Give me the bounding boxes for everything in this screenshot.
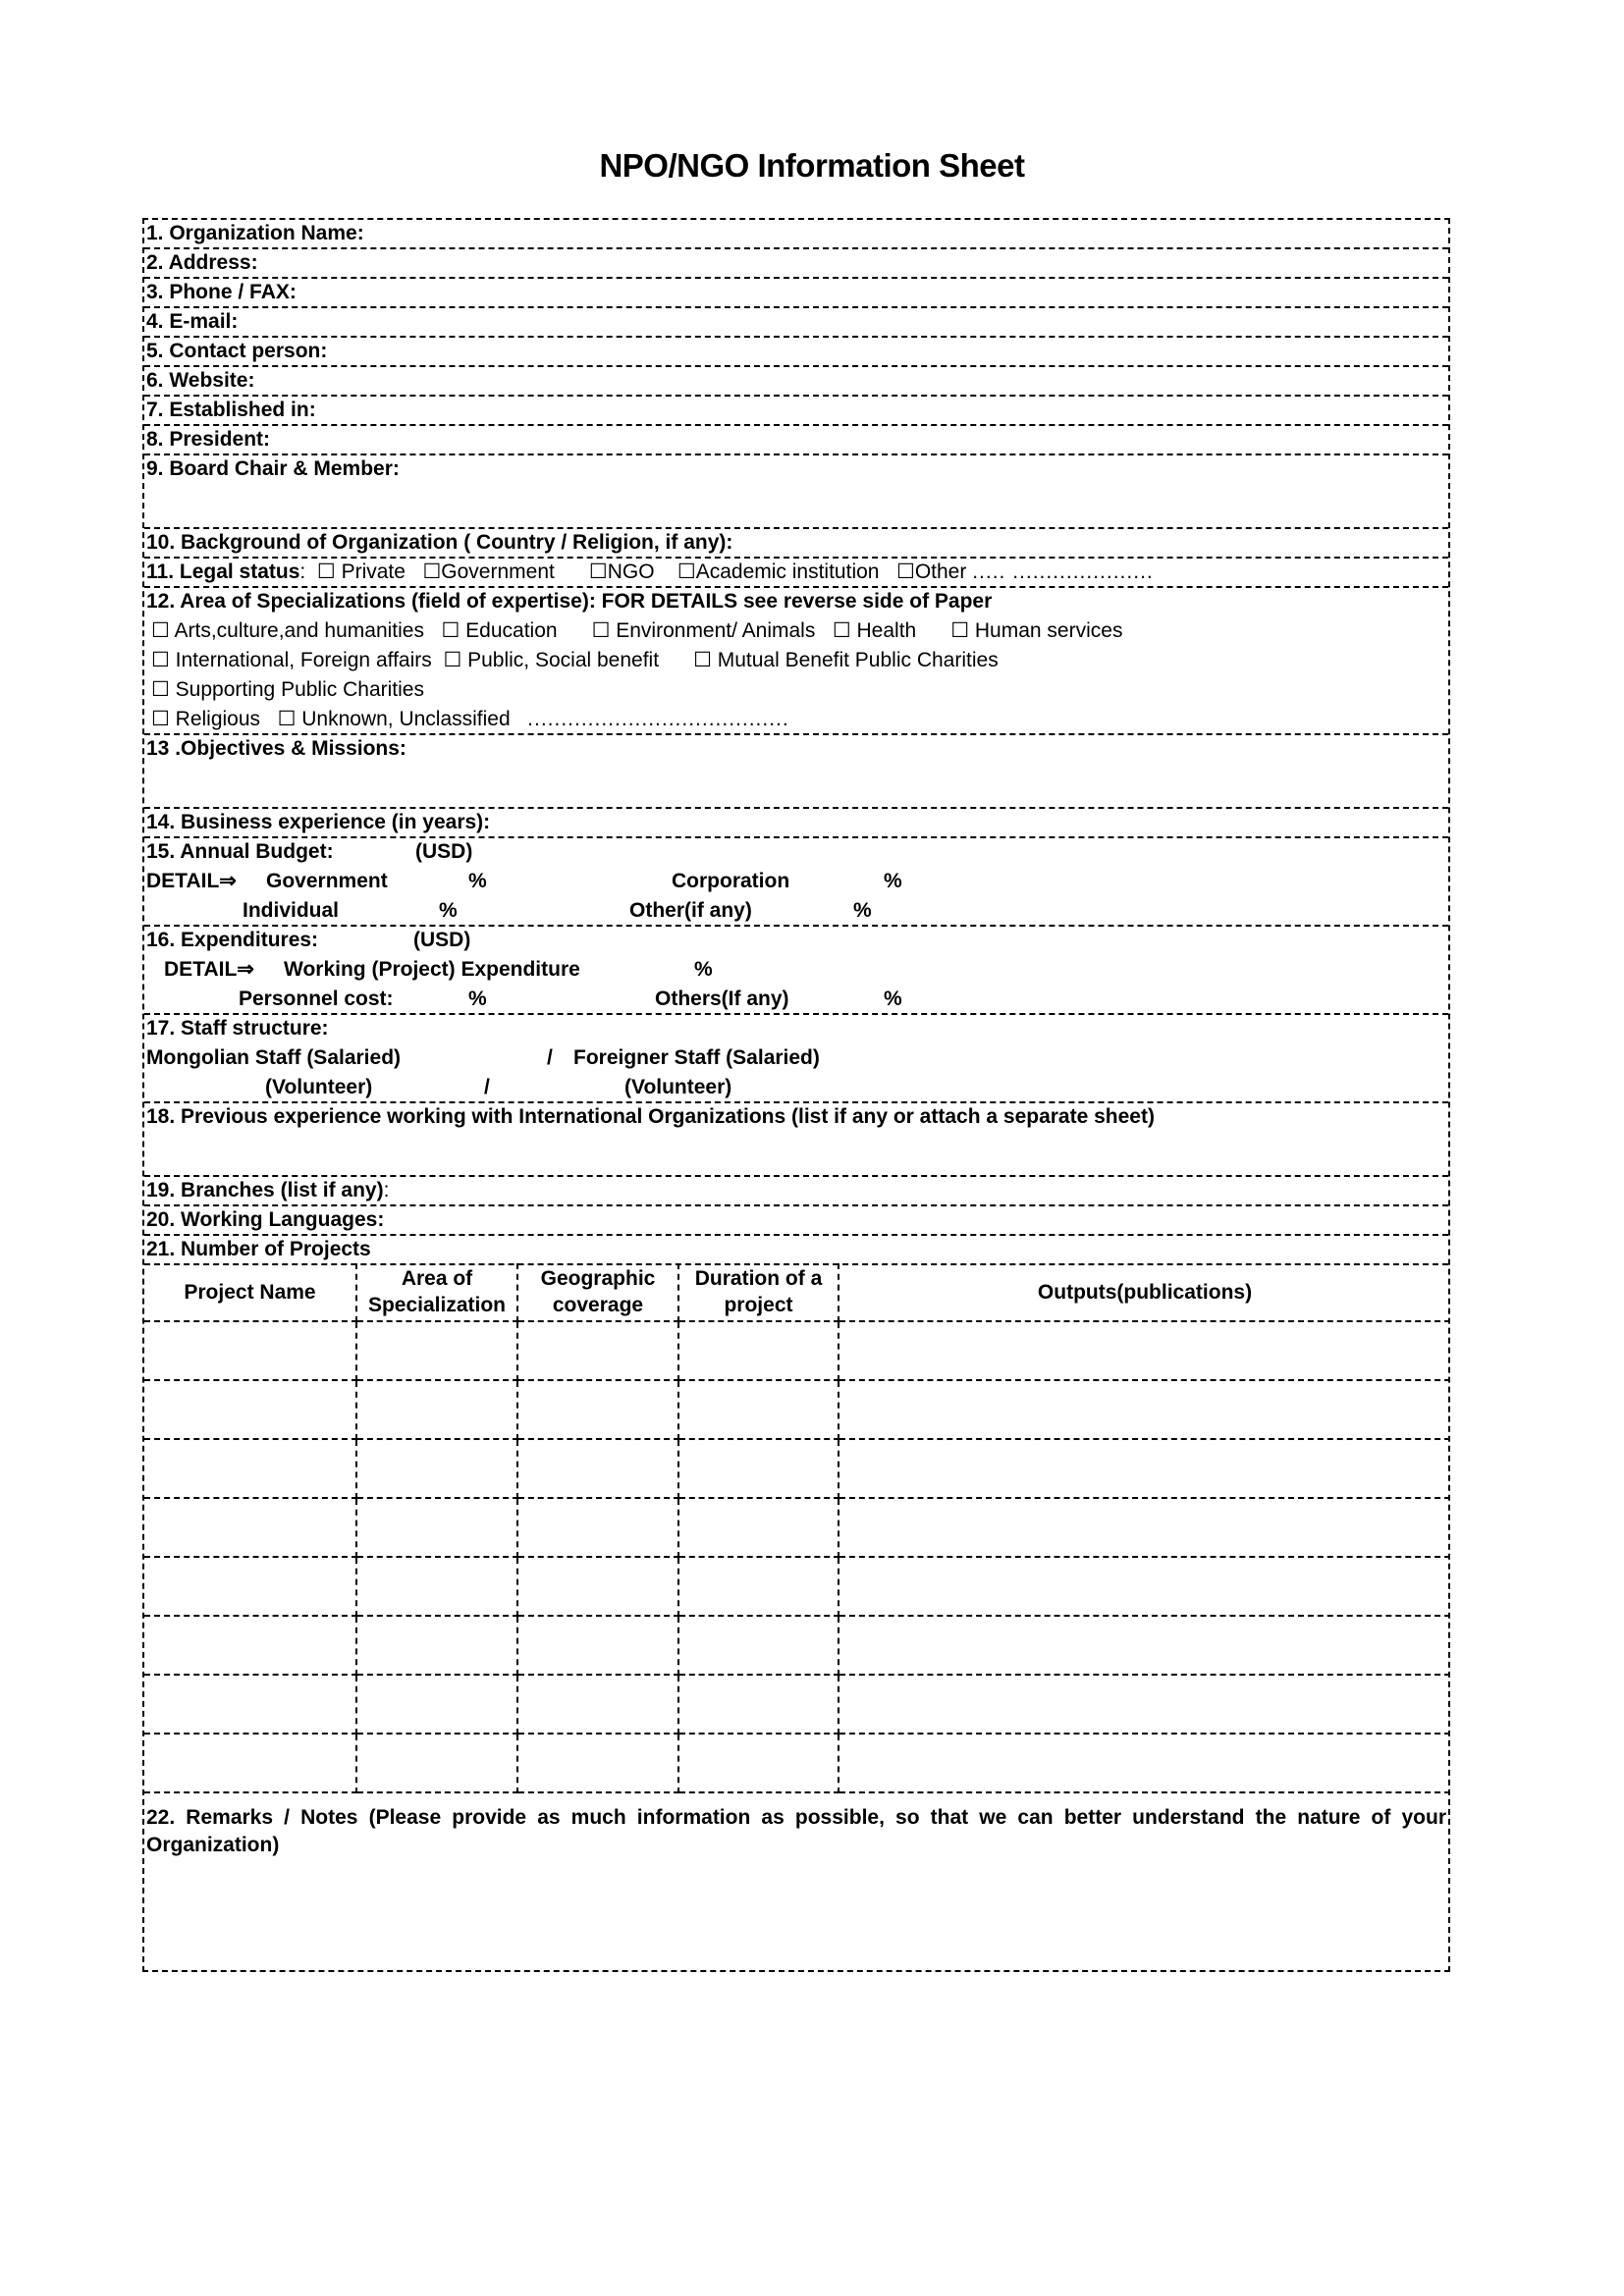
table-cell[interactable] bbox=[356, 1498, 517, 1557]
table-row bbox=[144, 1321, 1450, 1380]
table-cell[interactable] bbox=[144, 1675, 356, 1734]
field-label: 6. Website: bbox=[146, 369, 255, 392]
table-cell[interactable] bbox=[517, 1380, 678, 1439]
field-label: 12. Area of Specializations (field of expertise): FOR DETAILS see reverse side of Paper bbox=[146, 590, 993, 613]
field-number-of-projects[interactable] bbox=[144, 1236, 1448, 1265]
field-label: 5. Contact person: bbox=[146, 340, 328, 362]
spec-options-line-1 bbox=[151, 618, 1122, 644]
checkbox-international[interactable]: ☐ International, Foreign affairs bbox=[151, 649, 432, 671]
table-cell[interactable] bbox=[144, 1734, 356, 1792]
table-cell[interactable] bbox=[356, 1380, 517, 1439]
checkbox-education[interactable]: ☐ Education bbox=[441, 619, 558, 642]
checkbox-private[interactable]: ☐ Private bbox=[316, 561, 406, 583]
field-label: 2. Address: bbox=[146, 251, 258, 274]
expend-working-label: Working (Project) Expenditure bbox=[284, 958, 580, 981]
field-phone-fax[interactable] bbox=[144, 279, 1448, 308]
table-cell[interactable] bbox=[678, 1734, 839, 1792]
table-header-row bbox=[144, 1263, 1450, 1321]
fill-in-dots: ....................................... bbox=[527, 708, 789, 730]
checkbox-arts-culture[interactable]: ☐ Arts,culture,and humanities bbox=[151, 619, 424, 642]
table-row bbox=[144, 1675, 1450, 1734]
staff-foreigner-salaried: Foreigner Staff (Salaried) bbox=[573, 1046, 820, 1069]
table-cell[interactable] bbox=[839, 1557, 1450, 1616]
field-label: 1. Organization Name: bbox=[146, 222, 364, 244]
checkbox-mutual-benefit[interactable]: ☐ Mutual Benefit Public Charities bbox=[693, 649, 999, 671]
table-cell[interactable] bbox=[839, 1734, 1450, 1792]
checkbox-unknown[interactable]: ☐ Unknown, Unclassified bbox=[277, 708, 511, 730]
table-cell[interactable] bbox=[144, 1439, 356, 1498]
field-specializations bbox=[144, 588, 1448, 735]
table-cell[interactable] bbox=[517, 1734, 678, 1792]
table-cell[interactable] bbox=[678, 1321, 839, 1380]
field-label: 20. Working Languages: bbox=[146, 1208, 385, 1231]
budget-individual-label: Individual bbox=[243, 899, 340, 922]
field-branches[interactable] bbox=[144, 1177, 1448, 1206]
table-cell[interactable] bbox=[144, 1321, 356, 1380]
table-cell[interactable] bbox=[839, 1439, 1450, 1498]
field-label: 3. Phone / FAX: bbox=[146, 281, 297, 303]
field-legal-status bbox=[144, 559, 1448, 588]
field-remarks-notes[interactable]: 22. Remarks / Notes (Please provide as much information as possible, so that we can better understand the nature of your Organization) bbox=[146, 1806, 1446, 1856]
expend-detail-arrow: DETAIL⇒ bbox=[164, 958, 254, 981]
checkbox-supporting-charities[interactable]: ☐ Supporting Public Charities bbox=[151, 678, 424, 701]
table-cell[interactable] bbox=[678, 1675, 839, 1734]
checkbox-other[interactable]: ☐Other bbox=[896, 561, 967, 583]
staff-slash: / bbox=[547, 1046, 553, 1069]
checkbox-human-services[interactable]: ☐ Human services bbox=[950, 619, 1123, 642]
table-cell[interactable] bbox=[144, 1380, 356, 1439]
column-header-outputs: Outputs(publications) bbox=[839, 1263, 1450, 1321]
checkbox-government[interactable]: ☐Government bbox=[422, 561, 555, 583]
table-cell[interactable] bbox=[678, 1616, 839, 1675]
expend-others-label: Others(If any) bbox=[655, 988, 789, 1010]
field-working-languages[interactable] bbox=[144, 1206, 1448, 1236]
table-row bbox=[144, 1616, 1450, 1675]
table-cell[interactable] bbox=[356, 1675, 517, 1734]
budget-individual-percent[interactable]: % bbox=[439, 899, 458, 922]
table-cell[interactable] bbox=[356, 1439, 517, 1498]
fill-in-dots: ..... ..................... bbox=[972, 561, 1154, 583]
expend-personnel-label: Personnel cost: bbox=[239, 988, 394, 1010]
table-row bbox=[144, 1734, 1450, 1792]
checkbox-environment[interactable]: ☐ Environment/ Animals bbox=[591, 619, 816, 642]
spec-options-line-2 bbox=[151, 648, 999, 673]
table-cell[interactable] bbox=[839, 1675, 1450, 1734]
field-label: 15. Annual Budget: bbox=[146, 840, 334, 863]
budget-other-percent[interactable]: % bbox=[853, 899, 872, 922]
field-label: 4. E-mail: bbox=[146, 310, 239, 333]
table-row bbox=[144, 1557, 1450, 1616]
table-cell[interactable] bbox=[678, 1557, 839, 1616]
table-cell[interactable] bbox=[356, 1321, 517, 1380]
table-cell[interactable] bbox=[678, 1380, 839, 1439]
field-label: 7. Established in: bbox=[146, 399, 316, 421]
table-cell[interactable] bbox=[356, 1557, 517, 1616]
field-label: 16. Expenditures: bbox=[146, 929, 319, 951]
expend-personnel-percent[interactable]: % bbox=[468, 988, 487, 1010]
staff-slash: / bbox=[484, 1076, 490, 1098]
table-cell[interactable] bbox=[517, 1321, 678, 1380]
field-label-line bbox=[146, 1178, 389, 1203]
information-form bbox=[142, 218, 1450, 1972]
checkbox-health[interactable]: ☐ Health bbox=[832, 619, 917, 642]
field-label: 13 .Objectives & Missions: bbox=[146, 737, 406, 760]
spec-options-line-4 bbox=[151, 707, 789, 732]
field-email[interactable] bbox=[144, 308, 1448, 338]
table-cell[interactable] bbox=[678, 1439, 839, 1498]
table-cell[interactable] bbox=[356, 1616, 517, 1675]
field-previous-experience[interactable] bbox=[144, 1103, 1448, 1177]
table-row bbox=[144, 1498, 1450, 1557]
projects-table bbox=[144, 1263, 1450, 1793]
budget-usd: (USD) bbox=[415, 840, 473, 863]
column-header-duration: Duration of a project bbox=[678, 1263, 839, 1321]
field-address[interactable] bbox=[144, 249, 1448, 279]
field-organization-name[interactable] bbox=[144, 220, 1448, 249]
column-header-area-of-specialization: Area of Specialization bbox=[356, 1263, 517, 1321]
table-cell[interactable] bbox=[144, 1616, 356, 1675]
budget-corporation-label: Corporation bbox=[672, 870, 790, 892]
table-cell[interactable] bbox=[839, 1616, 1450, 1675]
field-label: 11. Legal status bbox=[146, 561, 300, 583]
legal-colon: : bbox=[299, 561, 306, 583]
field-label: 9. Board Chair & Member: bbox=[146, 457, 400, 480]
field-colon: : bbox=[383, 1179, 390, 1201]
field-expenditures bbox=[144, 927, 1448, 1015]
budget-government-percent[interactable]: % bbox=[468, 870, 487, 892]
staff-mongolian-volunteer: (Volunteer) bbox=[265, 1076, 373, 1098]
column-header-project-name: Project Name bbox=[144, 1263, 356, 1321]
table-cell[interactable] bbox=[839, 1321, 1450, 1380]
page-title: NPO/NGO Information Sheet bbox=[599, 147, 1025, 184]
table-row bbox=[144, 1439, 1450, 1498]
field-website[interactable] bbox=[144, 367, 1448, 397]
field-board-chair-member[interactable] bbox=[144, 455, 1448, 529]
staff-foreigner-volunteer: (Volunteer) bbox=[624, 1076, 732, 1098]
table-cell[interactable] bbox=[517, 1557, 678, 1616]
expend-usd: (USD) bbox=[413, 929, 471, 951]
legal-status-line bbox=[146, 560, 1154, 585]
table-cell[interactable] bbox=[517, 1439, 678, 1498]
field-label: 19. Branches (list if any) bbox=[146, 1179, 384, 1201]
field-label: 18. Previous experience working with International Organizations (list if any or attach a separate sheet) bbox=[146, 1105, 1155, 1128]
field-established-in[interactable] bbox=[144, 397, 1448, 426]
field-label: 17. Staff structure: bbox=[146, 1017, 329, 1040]
staff-mongolian-salaried: Mongolian Staff (Salaried) bbox=[146, 1046, 402, 1069]
budget-detail-arrow: DETAIL⇒ bbox=[146, 870, 237, 892]
checkbox-ngo[interactable]: ☐NGO bbox=[588, 561, 655, 583]
checkbox-religious[interactable]: ☐ Religious bbox=[151, 708, 261, 730]
field-contact-person[interactable] bbox=[144, 338, 1448, 367]
table-cell[interactable] bbox=[144, 1557, 356, 1616]
field-label: 14. Business experience (in years): bbox=[146, 811, 491, 833]
table-cell[interactable] bbox=[517, 1498, 678, 1557]
field-business-experience[interactable] bbox=[144, 809, 1448, 838]
field-label: 10. Background of Organization ( Country / Religion, if any): bbox=[146, 531, 733, 554]
field-label: 8. President: bbox=[146, 428, 271, 451]
table-cell[interactable] bbox=[839, 1498, 1450, 1557]
field-annual-budget bbox=[144, 838, 1448, 927]
table-row bbox=[144, 1380, 1450, 1439]
table-cell[interactable] bbox=[517, 1675, 678, 1734]
field-objectives-missions[interactable] bbox=[144, 735, 1448, 809]
checkbox-academic-institution[interactable]: ☐Academic institution bbox=[677, 561, 880, 583]
table-cell[interactable] bbox=[144, 1498, 356, 1557]
table-cell[interactable] bbox=[678, 1498, 839, 1557]
expend-working-percent[interactable]: % bbox=[694, 958, 713, 981]
field-staff-structure bbox=[144, 1015, 1448, 1103]
budget-corporation-percent[interactable]: % bbox=[884, 870, 902, 892]
budget-government-label: Government bbox=[266, 870, 388, 892]
column-header-geographic-coverage: Geographic coverage bbox=[517, 1263, 678, 1321]
field-label: 21. Number of Projects bbox=[146, 1238, 371, 1260]
field-background[interactable] bbox=[144, 529, 1448, 559]
table-cell[interactable] bbox=[356, 1734, 517, 1792]
checkbox-public-social[interactable]: ☐ Public, Social benefit bbox=[443, 649, 660, 671]
table-cell[interactable] bbox=[517, 1616, 678, 1675]
field-president[interactable] bbox=[144, 426, 1448, 455]
expend-others-percent[interactable]: % bbox=[884, 988, 902, 1010]
budget-other-label: Other(if any) bbox=[629, 899, 752, 922]
table-cell[interactable] bbox=[839, 1380, 1450, 1439]
spec-options-line-3 bbox=[151, 677, 424, 703]
